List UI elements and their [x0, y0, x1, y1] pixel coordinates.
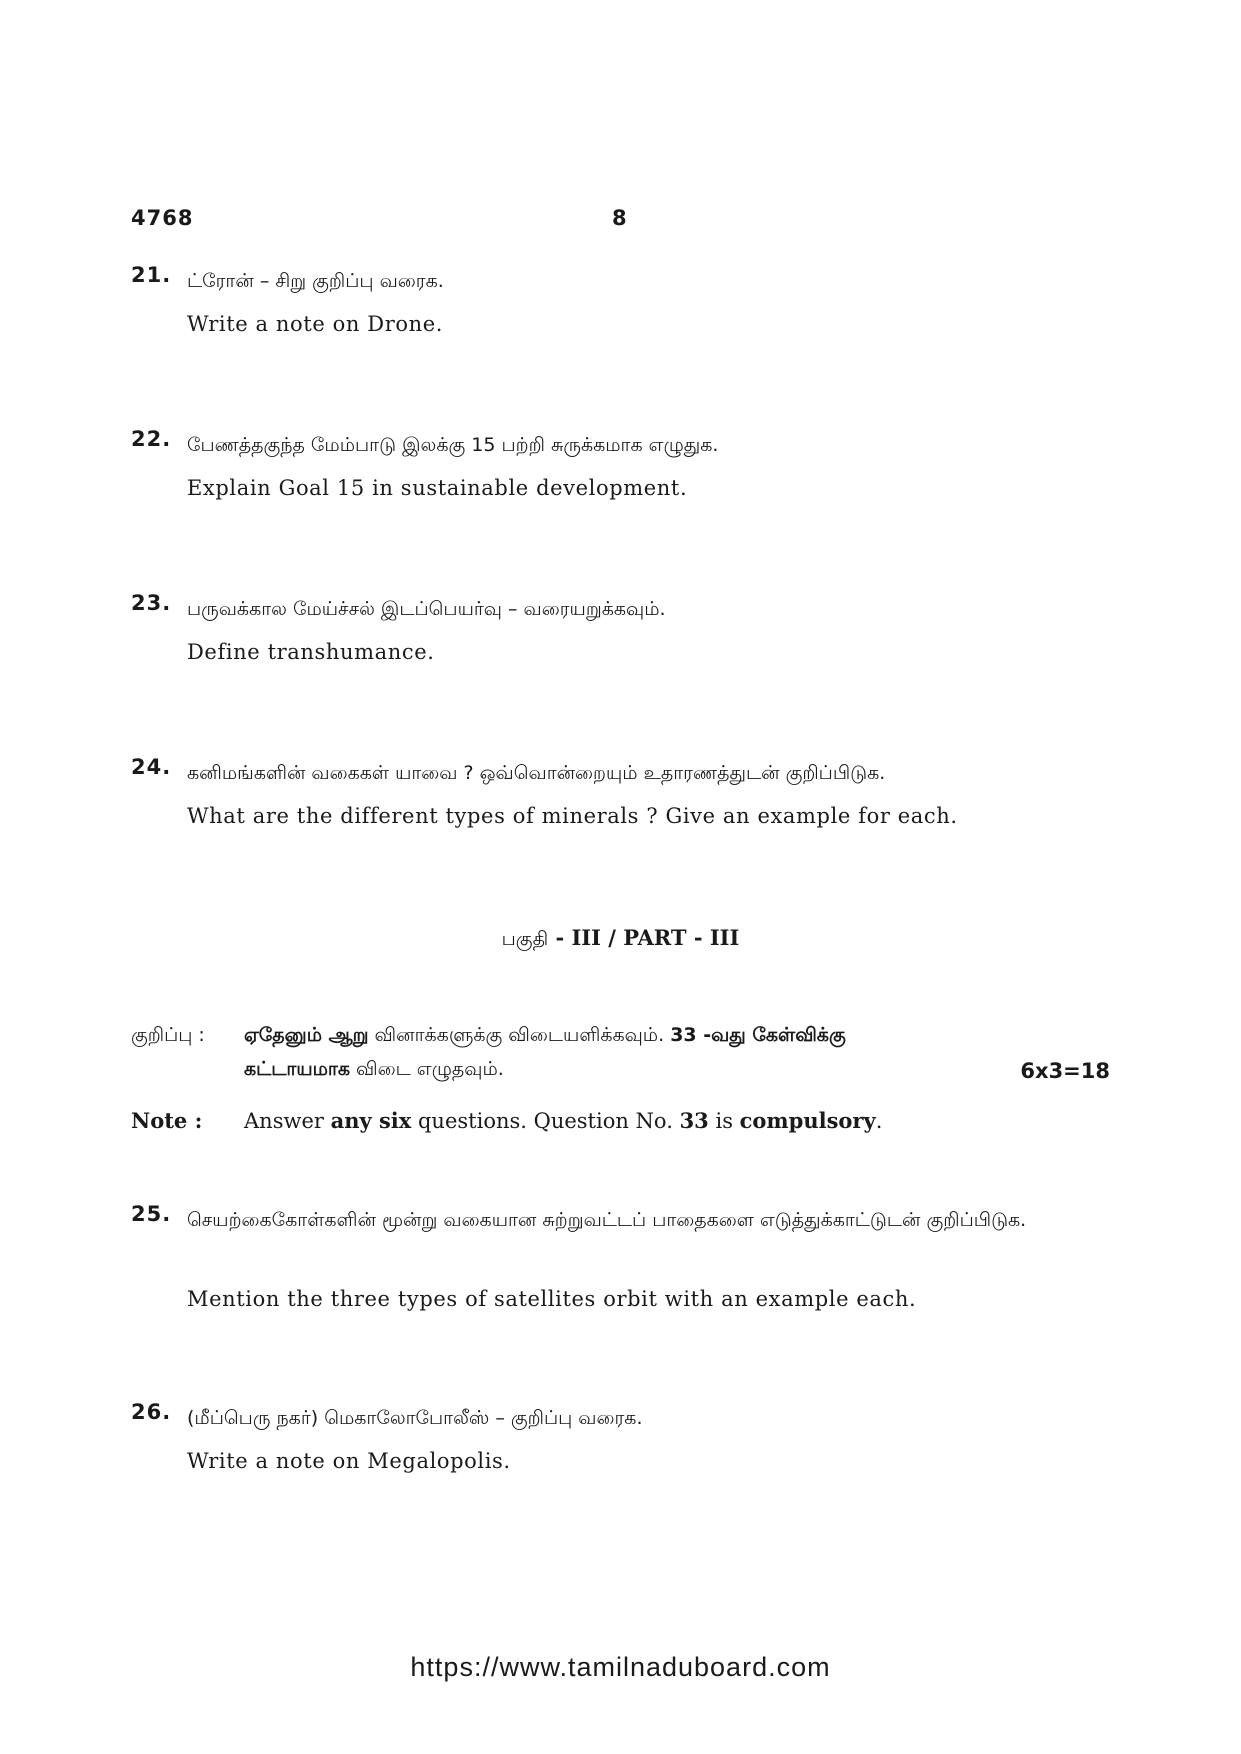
- instruction-bold: 33 -வது கேள்விக்கு: [670, 1024, 846, 1046]
- note-part: questions. Question No.: [411, 1109, 680, 1133]
- instruction-bold: கட்டாயமாக: [244, 1058, 350, 1080]
- question-text-english: Mention the three types of satellites orbit with an example each.: [187, 1287, 917, 1311]
- paper-code: 4768: [131, 206, 194, 230]
- footer-url: https://www.tamilnaduboard.com: [410, 1652, 831, 1682]
- question-number: 25.: [131, 1202, 172, 1226]
- question-number: 21.: [131, 263, 172, 287]
- note-part: Answer: [244, 1109, 331, 1133]
- page-number: 8: [612, 206, 627, 230]
- question-text-english: What are the different types of minerals ? Give an example for each.: [187, 804, 958, 828]
- question-text-english: Write a note on Drone.: [187, 312, 444, 336]
- note-part: .: [875, 1109, 883, 1133]
- instruction-label-tamil: குறிப்பு :: [131, 1024, 205, 1046]
- question-text-tamil: செயற்கைகோள்களின் மூன்று வகையான சுற்றுவட்டப் பாதைகளை எடுத்துக்காட்டுடன் குறிப்பிடுக.: [187, 1209, 1027, 1231]
- instruction-text: வினாக்களுக்கு விடையளிக்கவும்.: [368, 1024, 671, 1046]
- question-text-tamil: (மீப்பெரு நகர்) மெகாலோபோலீஸ் – குறிப்பு வரைக.: [187, 1407, 643, 1429]
- note-bold: compulsory: [739, 1108, 876, 1133]
- note-label: Note :: [131, 1108, 203, 1133]
- instruction-bold: ஏதேனும் ஆறு: [244, 1024, 369, 1046]
- question-number: 23.: [131, 591, 172, 615]
- instruction-line-1: [244, 1024, 846, 1049]
- marks-scheme: 6x3=18: [1020, 1059, 1110, 1083]
- note-bold: any six: [330, 1108, 412, 1133]
- question-text-english: Write a note on Megalopolis.: [187, 1449, 511, 1473]
- note-text: [244, 1108, 882, 1133]
- question-number: 26.: [131, 1400, 172, 1424]
- question-text-english: Explain Goal 15 in sustainable development.: [187, 476, 688, 500]
- instruction-line-2: [244, 1058, 504, 1083]
- question-text-tamil: பருவக்கால மேய்ச்சல் இடப்பெயர்வு – வரையறுக்கவும்.: [187, 598, 666, 620]
- part-heading: [0, 925, 1241, 953]
- part-heading-tamil: பகுதி: [501, 928, 549, 950]
- note-bold: 33: [679, 1108, 709, 1133]
- part-heading-english: - III / PART - III: [548, 925, 740, 950]
- note-part: is: [708, 1109, 740, 1133]
- question-text-english: Define transhumance.: [187, 640, 435, 664]
- question-number: 24.: [131, 755, 172, 779]
- question-text-tamil: பேணத்தகுந்த மேம்பாடு இலக்கு 15 பற்றி சுருக்கமாக எழுதுக.: [187, 434, 719, 456]
- question-text-tamil: கனிமங்களின் வகைகள் யாவை ? ஒவ்வொன்றையும் உதாரணத்துடன் குறிப்பிடுக.: [187, 762, 886, 784]
- instruction-text: விடை எழுதவும்.: [349, 1058, 504, 1080]
- question-text-tamil: ட்ரோன் – சிறு குறிப்பு வரைக.: [187, 270, 444, 292]
- question-number: 22.: [131, 427, 172, 451]
